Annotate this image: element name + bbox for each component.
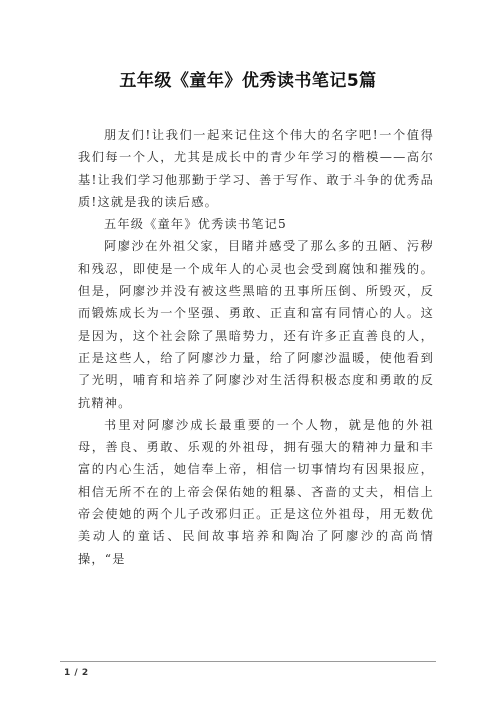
footer-divider [60, 661, 436, 662]
document-body [78, 124, 434, 570]
paragraph-alyosha: 阿廖沙在外祖父家，目睹并感受了那么多的丑陋、污秽和残忍，即使是一个成年人的心灵也会受到腐蚀和摧残的。但是，阿廖沙并没有被这些黑暗的丑事所压倒、所毁灭，反而锻炼成长为一个坚强、勇敢、正直和富有同情心的人。这是因为，这个社会除了黑暗势力，还有许多正直善良的人，正是这些人，给了阿廖沙力量，给了阿廖沙温暖，使他看到了光明，哺育和培养了阿廖沙对生活得积极态度和勇敢的反抗精神。 [78, 239, 434, 410]
paragraph-grandmother: 书里对阿廖沙成长最重要的一个人物，就是他的外祖母，善良、勇敢、乐观的外祖母，拥有强大的精神力量和丰富的内心生活，她信奉上帝，相信一切事情均有因果报应，相信无所不在的上帝会保佑她的粗暴、吝啬的丈夫，相信上帝会使她的两个儿子改邪归正。正是这位外祖母，用无数优美动人的童话、民间故事培养和陶冶了阿廖沙的高尚情操，“是 [78, 417, 434, 566]
page-title: 五年级《童年》优秀读书笔记5篇 [119, 71, 377, 91]
paragraph-intro: 朋友们!让我们一起来记住这个伟大的名字吧!一个值得我们每一个人，尤其是成长中的青少年学习的楷模——高尔基!让我们学习他那勤于学习、善于写作、敢于斗争的优秀品质!这就是我的读后感。 [78, 128, 434, 209]
page-number: 1 / 2 [64, 668, 89, 678]
section-heading: 五年级《童年》优秀读书笔记5 [104, 217, 287, 232]
